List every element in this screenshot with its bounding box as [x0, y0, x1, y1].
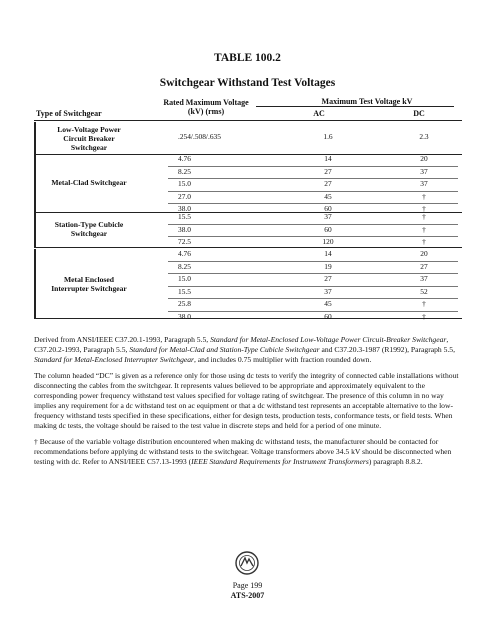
cell-ac-kv: 14: [324, 154, 332, 163]
cell-rated-kv: 8.25: [178, 261, 191, 271]
cell-dc-kv: †: [422, 191, 426, 201]
cell-dc-kv: 52: [420, 286, 428, 296]
cell-dc-kv: †: [422, 204, 426, 213]
cell-rated-kv: 27.0: [178, 191, 191, 201]
group-label: [34, 275, 144, 293]
table-header: [34, 96, 462, 120]
table-title: TABLE 100.2: [214, 52, 281, 64]
header-rule: [34, 120, 462, 121]
cell-rated-kv: 4.76: [178, 249, 191, 258]
table-row: [168, 192, 458, 205]
cell-ac-kv: 45: [324, 191, 332, 201]
cell-dc-kv: 37: [420, 166, 428, 176]
cell-dc-kv: †: [422, 212, 426, 221]
table-row: [168, 262, 458, 275]
header-dc: DC: [413, 109, 425, 118]
table-group: [34, 154, 462, 213]
cell-dc-kv: †: [422, 299, 426, 308]
cell-ac-kv: 19: [324, 261, 332, 271]
group-label: [34, 178, 144, 187]
cell-dc-kv: 2.3: [419, 132, 429, 142]
table-row: [168, 274, 458, 287]
cell-rated-kv: 15.0: [178, 179, 191, 188]
cell-rated-kv: 38.0: [178, 224, 191, 234]
cell-dc-kv: 27: [420, 261, 428, 271]
table-group: [34, 249, 462, 319]
table-row: [168, 154, 458, 167]
notes: [34, 335, 466, 473]
cell-rated-kv: 15.5: [178, 212, 191, 221]
page-number: Page 199: [232, 581, 263, 590]
group-rows: [168, 132, 458, 144]
table-row: [168, 167, 458, 180]
table-row: [168, 237, 458, 249]
cell-rated-kv: 15.5: [178, 286, 191, 296]
cell-ac-kv: 14: [324, 249, 332, 258]
group-label-line: Metal-Clad Switchgear: [51, 178, 127, 188]
header-type: Type of Switchgear: [36, 109, 102, 118]
cell-dc-kv: †: [422, 311, 426, 321]
header-ac: AC: [313, 109, 325, 118]
table-group: [34, 212, 462, 248]
cell-ac-kv: 60: [324, 311, 332, 321]
table-row: [168, 287, 458, 300]
document-code: ATS-2007: [230, 591, 265, 600]
cell-dc-kv: 20: [420, 249, 428, 258]
cell-ac-kv: 45: [324, 299, 332, 308]
note-derivation: Derived from ANSI/IEEE C37.20.1-1993, Paragraph 5.5, Standard for Metal-Enclosed Low-Voltage Power Circuit-Breaker Switchgear, C37.20.2-1993, Paragraph 5.5, Standard for Metal-Clad and Station-Type Cubicle Switchgear and C37.20.3-1987 (R1992), Paragraph 5.5, Standard for Metal-Enclosed Interrupter Switchgear, and includes 0.75 multiplier with fraction rounded down.: [34, 335, 455, 364]
cell-rated-kv: .254/.508/.635: [178, 132, 221, 142]
group-rows: [168, 212, 458, 249]
cell-ac-kv: 37: [324, 286, 332, 296]
header-max-rule: [256, 106, 454, 107]
note-dc-column: The column headed “DC” is given as a reference only for those using dc tests to verify the integrity of connected cable installations without disconnecting the cables from the switchgear. It represents values believed to be appropriate and approximately equivalent to the corresponding power frequency withstand test values specified for voltage rating of switchgear. The presence of this column in no way implies any requirement for a dc withstand test on ac equipment or that a dc withstand test represents an acceptable alternative to the low-frequency withstand tests specified in these specifications, either for design tests, production tests, conformance tests, or field tests. When making dc tests, the voltage should be raised to the test value in discrete steps and held for a period of one minute.: [34, 371, 459, 430]
group-rows: [168, 249, 458, 323]
note-dagger: † Because of the variable voltage distribution encountered when making dc withstand tests, the manufacturer should be contacted for recommendations before applying dc withstand tests to the switchgear. Voltage transformers above 34.5 kV should be disconnected when testing with dc. Refer to ANSI/IEEE C57.13-1993 (IEEE Standard Requirements for Instrument Transformers) paragraph 8.8.2.: [34, 437, 452, 466]
cell-rated-kv: 8.25: [178, 166, 191, 176]
cell-rated-kv: 25.8: [178, 299, 191, 308]
table-row: [168, 299, 458, 312]
header-rated-line1: Rated Maximum Voltage: [163, 98, 249, 107]
cell-ac-kv: 37: [324, 212, 332, 221]
cell-rated-kv: 72.5: [178, 237, 191, 246]
group-label: [34, 125, 144, 152]
group-label-line: Circuit Breaker: [63, 133, 115, 143]
cell-ac-kv: 120: [322, 237, 334, 246]
group-label-line: Switchgear: [70, 142, 108, 152]
table-row: [168, 212, 458, 225]
group-label: [34, 220, 144, 238]
header-max: Maximum Test Voltage kV: [321, 97, 413, 106]
group-label-line: Switchgear: [70, 229, 108, 239]
cell-rated-kv: 38.0: [178, 204, 191, 213]
cell-rated-kv: 4.76: [178, 154, 191, 163]
group-label-line: Interrupter Switchgear: [51, 283, 127, 293]
cell-rated-kv: 15.0: [178, 274, 191, 283]
cell-rated-kv: 38.0: [178, 311, 191, 321]
cell-dc-kv: †: [422, 237, 426, 246]
header-rated: [151, 98, 261, 116]
cell-ac-kv: 60: [324, 204, 332, 213]
table-row: [168, 179, 458, 192]
table-group: [34, 122, 462, 155]
cell-ac-kv: 27: [324, 179, 332, 188]
group-label-line: Metal Enclosed: [64, 274, 114, 284]
cell-dc-kv: 37: [420, 274, 428, 283]
table-row: [168, 132, 458, 144]
cell-dc-kv: †: [422, 224, 426, 234]
cell-ac-kv: 27: [324, 274, 332, 283]
table-row: [168, 249, 458, 262]
cell-ac-kv: 60: [324, 224, 332, 234]
cell-dc-kv: 37: [420, 179, 428, 188]
cell-ac-kv: 1.6: [323, 132, 333, 142]
group-label-line: Station-Type Cubicle: [54, 220, 124, 230]
group-label-line: Low-Voltage Power: [57, 124, 121, 134]
header-rated-line2: (kV) (rms): [187, 107, 225, 116]
withstand-table: [34, 96, 462, 321]
table-subtitle: Switchgear Withstand Test Voltages: [159, 77, 336, 89]
table-row: [168, 312, 458, 324]
cell-ac-kv: 27: [324, 166, 332, 176]
table-row: [168, 225, 458, 238]
neta-logo-icon: [235, 551, 259, 575]
cell-dc-kv: 20: [420, 154, 428, 163]
group-rows: [168, 154, 458, 216]
